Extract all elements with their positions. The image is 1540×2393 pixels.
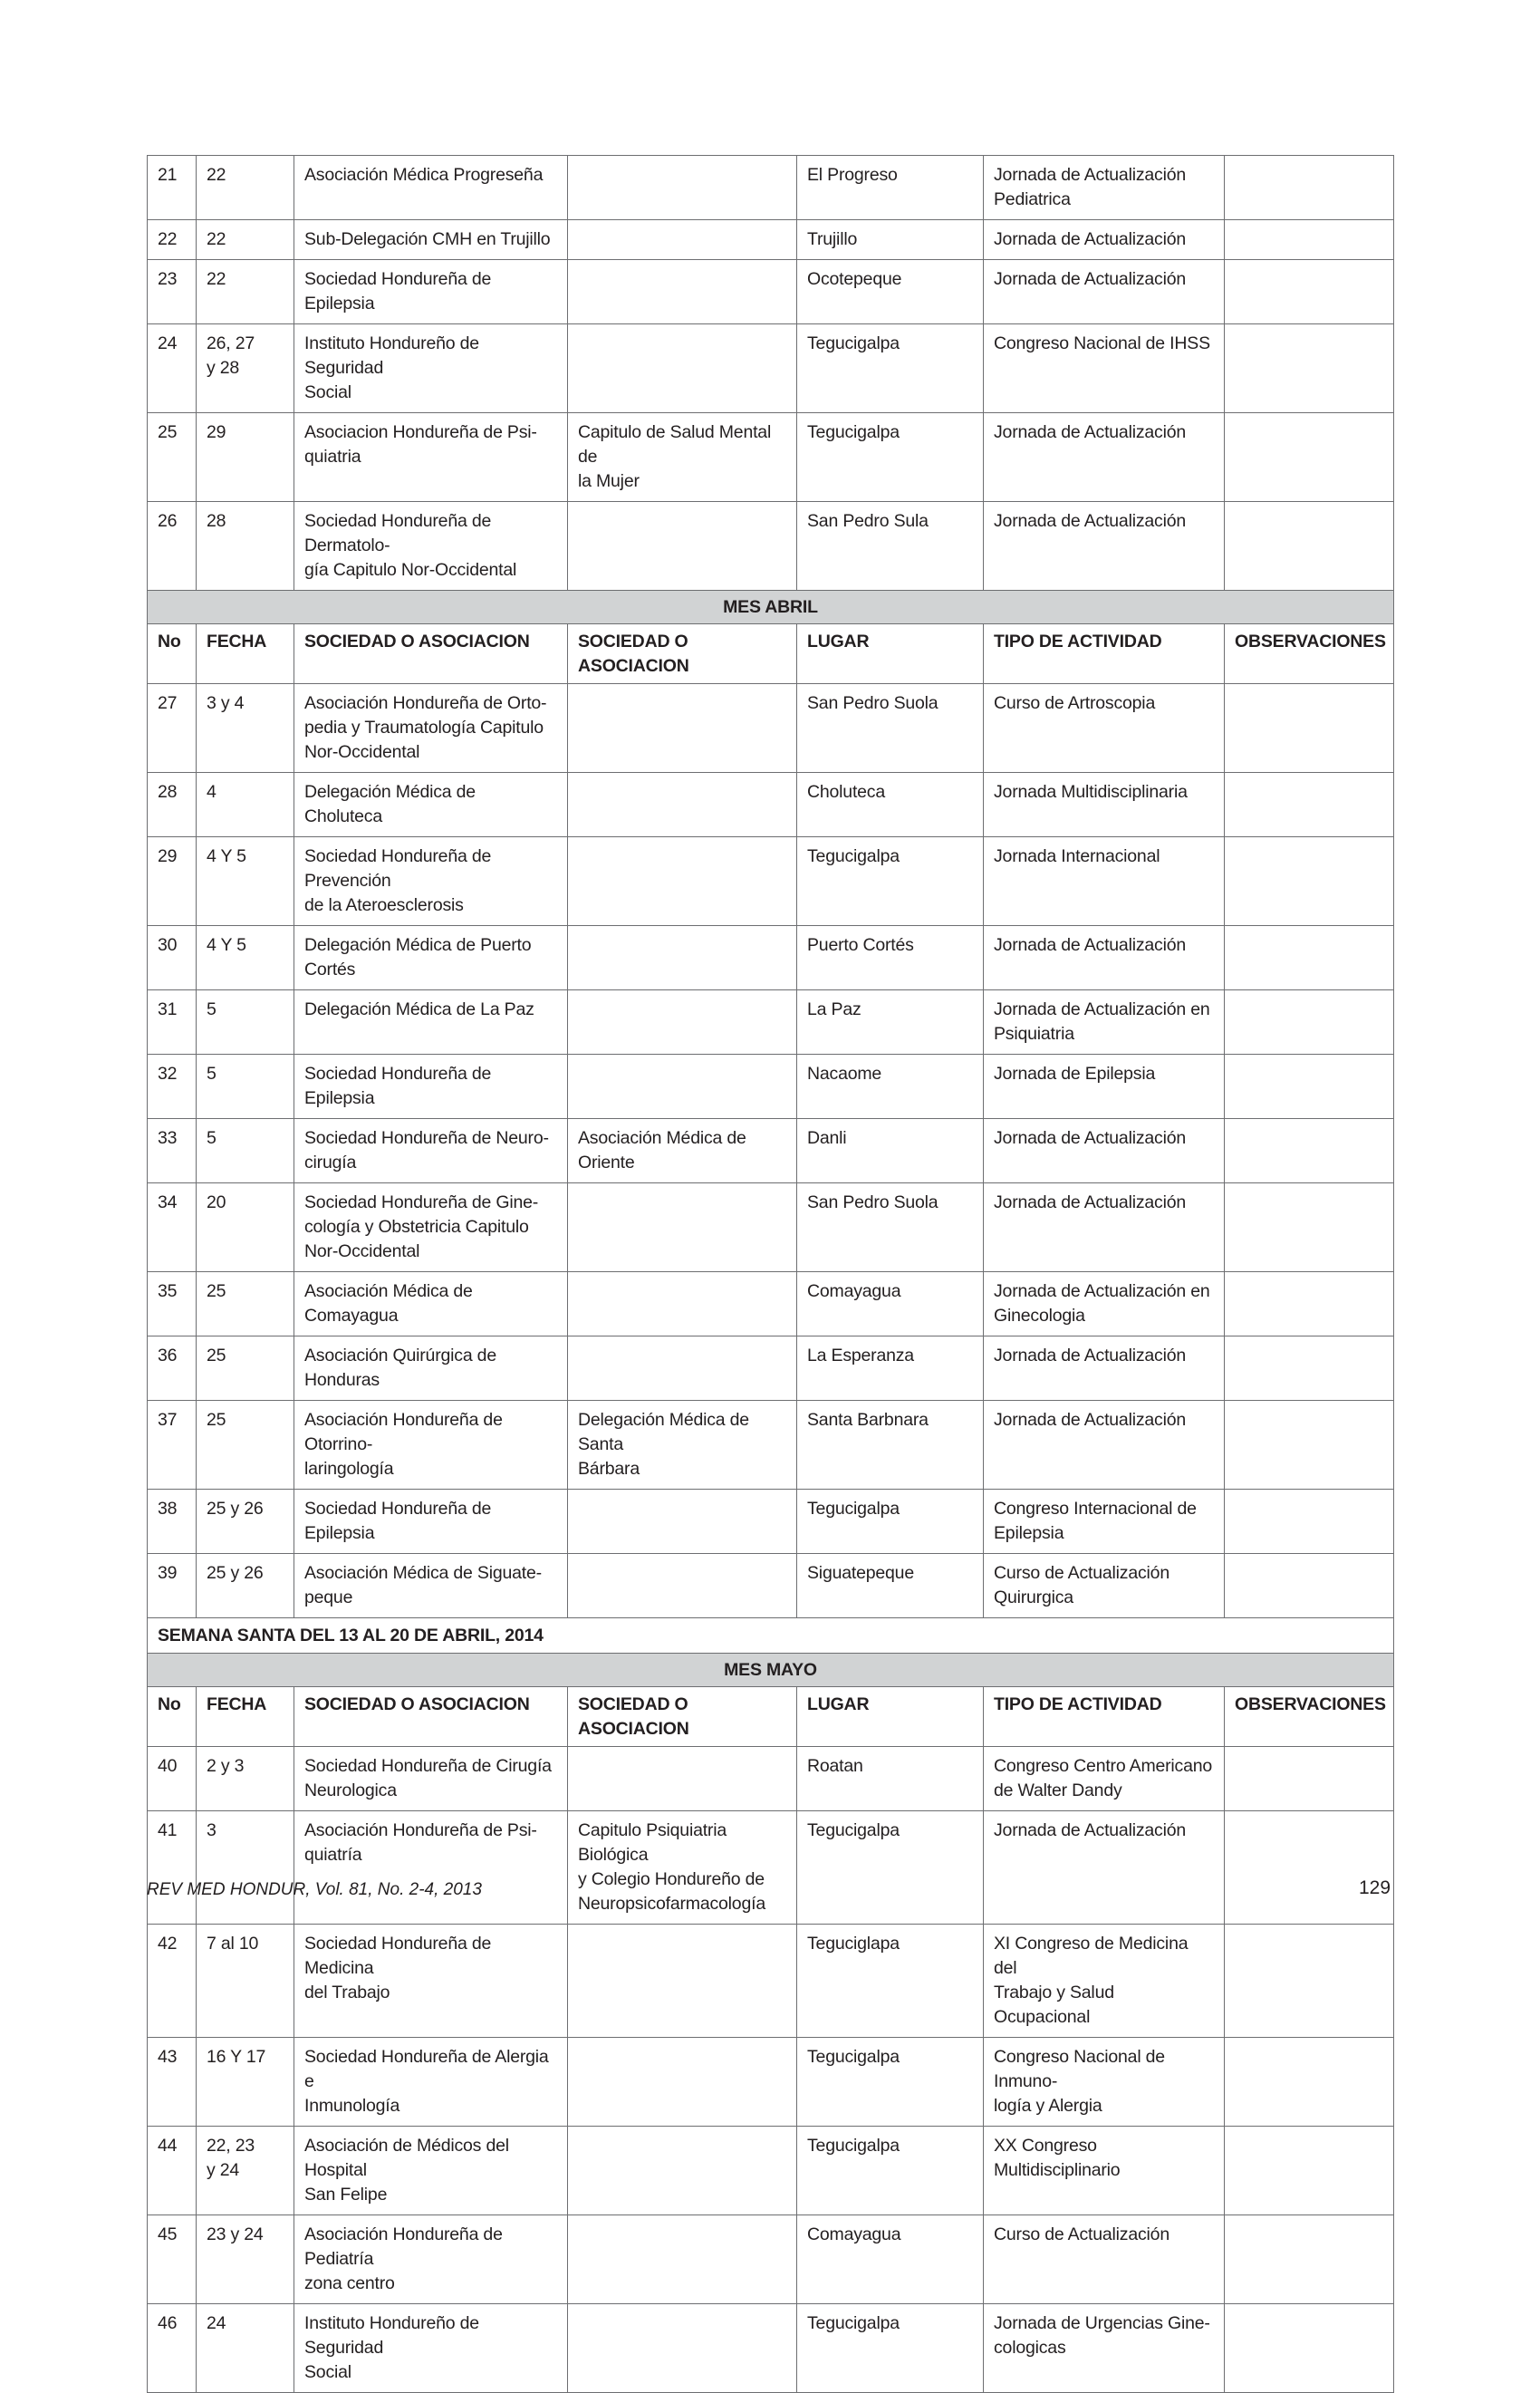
co-society-cell xyxy=(568,990,797,1055)
place-cell: Santa Barbnara xyxy=(797,1401,984,1490)
table-row xyxy=(148,2038,1394,2127)
observations-cell xyxy=(1225,1925,1394,2038)
column-header: No xyxy=(148,1687,197,1747)
observations-cell xyxy=(1225,2038,1394,2127)
column-header: LUGAR xyxy=(797,624,984,684)
society-cell: Sociedad Hondureña de Epilepsia xyxy=(294,1055,568,1119)
date-cell: 26, 27 y 28 xyxy=(197,324,294,413)
date-cell: 20 xyxy=(197,1183,294,1272)
co-society-cell: Capitulo Psiquiatria Biológica y Colegio Hondureño de Neuropsicofarmacología xyxy=(568,1811,797,1925)
place-cell: Tegucigalpa xyxy=(797,413,984,502)
society-cell: Sub-Delegación CMH en Trujillo xyxy=(294,220,568,260)
row-number-cell: 25 xyxy=(148,413,197,502)
activity-type-cell: Curso de Actualización Quirurgica xyxy=(984,1554,1225,1618)
co-society-cell xyxy=(568,1554,797,1618)
co-society-cell xyxy=(568,1925,797,2038)
semana-santa-note: SEMANA SANTA DEL 13 AL 20 DE ABRIL, 2014 xyxy=(148,1618,1394,1654)
society-cell: Instituto Hondureño de Seguridad Social xyxy=(294,2304,568,2393)
table-row xyxy=(148,2304,1394,2393)
observations-cell xyxy=(1225,1811,1394,1925)
row-number-cell: 28 xyxy=(148,773,197,837)
column-header: SOCIEDAD O ASOCIACION xyxy=(294,1687,568,1747)
activity-type-cell: Jornada de Actualización xyxy=(984,260,1225,324)
date-cell: 25 y 26 xyxy=(197,1554,294,1618)
table-row xyxy=(148,1554,1394,1618)
table-row xyxy=(148,773,1394,837)
column-header: No xyxy=(148,624,197,684)
activity-type-cell: Jornada de Actualización xyxy=(984,413,1225,502)
place-cell: Danli xyxy=(797,1119,984,1183)
society-cell: Asociacion Hondureña de Psi- quiatria xyxy=(294,413,568,502)
society-cell: Asociación Médica Progreseña xyxy=(294,156,568,220)
date-cell: 5 xyxy=(197,1119,294,1183)
date-cell: 24 xyxy=(197,2304,294,2393)
society-cell: Asociación Hondureña de Otorrino- laringología xyxy=(294,1401,568,1490)
place-cell: El Progreso xyxy=(797,156,984,220)
observations-cell xyxy=(1225,837,1394,926)
row-number-cell: 35 xyxy=(148,1272,197,1336)
society-cell: Asociación Quirúrgica de Honduras xyxy=(294,1336,568,1401)
row-number-cell: 43 xyxy=(148,2038,197,2127)
row-number-cell: 32 xyxy=(148,1055,197,1119)
semana-santa-note-row xyxy=(148,1618,1394,1654)
co-society-cell xyxy=(568,837,797,926)
date-cell: 3 y 4 xyxy=(197,684,294,773)
activity-type-cell: Jornada de Urgencias Gine- cologicas xyxy=(984,2304,1225,2393)
observations-cell xyxy=(1225,1183,1394,1272)
activity-type-cell: Jornada de Actualización xyxy=(984,1183,1225,1272)
schedule-body xyxy=(148,156,1394,2393)
table-row xyxy=(148,156,1394,220)
row-number-cell: 40 xyxy=(148,1747,197,1811)
table-row xyxy=(148,1490,1394,1554)
observations-cell xyxy=(1225,413,1394,502)
schedule-table xyxy=(147,155,1394,2393)
society-cell: Asociación de Médicos del Hospital San Felipe xyxy=(294,2127,568,2215)
place-cell: Nacaome xyxy=(797,1055,984,1119)
co-society-cell xyxy=(568,1055,797,1119)
co-society-cell xyxy=(568,2038,797,2127)
column-header: SOCIEDAD O ASOCIACION xyxy=(568,1687,797,1747)
table-row xyxy=(148,1183,1394,1272)
row-number-cell: 45 xyxy=(148,2215,197,2304)
co-society-cell xyxy=(568,773,797,837)
activity-type-cell: Curso de Actualización xyxy=(984,2215,1225,2304)
observations-cell xyxy=(1225,1490,1394,1554)
page-number: 129 xyxy=(1359,1877,1391,1898)
observations-cell xyxy=(1225,2127,1394,2215)
place-cell: Ocotepeque xyxy=(797,260,984,324)
place-cell: San Pedro Suola xyxy=(797,1183,984,1272)
activity-type-cell: Jornada de Actualización xyxy=(984,1401,1225,1490)
table-row xyxy=(148,1336,1394,1401)
co-society-cell xyxy=(568,684,797,773)
society-cell: Asociación Médica de Siguate- peque xyxy=(294,1554,568,1618)
row-number-cell: 33 xyxy=(148,1119,197,1183)
society-cell: Sociedad Hondureña de Neuro- cirugía xyxy=(294,1119,568,1183)
column-header: SOCIEDAD O ASOCIACION xyxy=(568,624,797,684)
observations-cell xyxy=(1225,1119,1394,1183)
column-header-row xyxy=(148,624,1394,684)
table-row xyxy=(148,990,1394,1055)
date-cell: 23 y 24 xyxy=(197,2215,294,2304)
co-society-cell: Asociación Médica de Oriente xyxy=(568,1119,797,1183)
co-society-cell xyxy=(568,324,797,413)
date-cell: 25 xyxy=(197,1401,294,1490)
column-header: OBSERVACIONES xyxy=(1225,1687,1394,1747)
place-cell: San Pedro Sula xyxy=(797,502,984,591)
row-number-cell: 30 xyxy=(148,926,197,990)
date-cell: 3 xyxy=(197,1811,294,1925)
table-row xyxy=(148,260,1394,324)
row-number-cell: 22 xyxy=(148,220,197,260)
place-cell: Tegucigalpa xyxy=(797,324,984,413)
table-row xyxy=(148,502,1394,591)
row-number-cell: 42 xyxy=(148,1925,197,2038)
observations-cell xyxy=(1225,1336,1394,1401)
observations-cell xyxy=(1225,990,1394,1055)
row-number-cell: 34 xyxy=(148,1183,197,1272)
society-cell: Instituto Hondureño de Seguridad Social xyxy=(294,324,568,413)
place-cell: Choluteca xyxy=(797,773,984,837)
place-cell: La Esperanza xyxy=(797,1336,984,1401)
column-header: TIPO DE ACTIVIDAD xyxy=(984,1687,1225,1747)
observations-cell xyxy=(1225,324,1394,413)
row-number-cell: 46 xyxy=(148,2304,197,2393)
activity-type-cell: Jornada de Actualización en Psiquiatria xyxy=(984,990,1225,1055)
co-society-cell xyxy=(568,156,797,220)
society-cell: Asociación Hondureña de Psi- quiatría xyxy=(294,1811,568,1925)
date-cell: 4 xyxy=(197,773,294,837)
date-cell: 29 xyxy=(197,413,294,502)
society-cell: Sociedad Hondureña de Dermatolo- gía Capitulo Nor-Occidental xyxy=(294,502,568,591)
date-cell: 25 xyxy=(197,1336,294,1401)
table-row xyxy=(148,1401,1394,1490)
table-row xyxy=(148,837,1394,926)
society-cell: Delegación Médica de Puerto Cortés xyxy=(294,926,568,990)
co-society-cell xyxy=(568,220,797,260)
table-row xyxy=(148,2215,1394,2304)
activity-type-cell: XI Congreso de Medicina del Trabajo y Salud Ocupacional xyxy=(984,1925,1225,2038)
society-cell: Asociación Médica de Comayagua xyxy=(294,1272,568,1336)
co-society-cell xyxy=(568,260,797,324)
table-row xyxy=(148,1272,1394,1336)
date-cell: 5 xyxy=(197,1055,294,1119)
month-banner-abril-row xyxy=(148,591,1394,624)
observations-cell xyxy=(1225,684,1394,773)
place-cell: Siguatepeque xyxy=(797,1554,984,1618)
observations-cell xyxy=(1225,773,1394,837)
activity-type-cell: Jornada de Actualización xyxy=(984,1336,1225,1401)
table-row xyxy=(148,220,1394,260)
place-cell: Trujillo xyxy=(797,220,984,260)
table-row xyxy=(148,926,1394,990)
activity-type-cell: Jornada de Actualización xyxy=(984,926,1225,990)
observations-cell xyxy=(1225,1055,1394,1119)
observations-cell xyxy=(1225,2215,1394,2304)
date-cell: 4 Y 5 xyxy=(197,926,294,990)
column-header: LUGAR xyxy=(797,1687,984,1747)
table-row xyxy=(148,1055,1394,1119)
place-cell: Tegucigalpa xyxy=(797,1811,984,1925)
row-number-cell: 39 xyxy=(148,1554,197,1618)
activity-type-cell: Jornada de Actualización xyxy=(984,502,1225,591)
place-cell: Tegucigalpa xyxy=(797,2304,984,2393)
society-cell: Sociedad Hondureña de Cirugía Neurologica xyxy=(294,1747,568,1811)
date-cell: 25 y 26 xyxy=(197,1490,294,1554)
date-cell: 22 xyxy=(197,156,294,220)
society-cell: Delegación Médica de Choluteca xyxy=(294,773,568,837)
place-cell: Comayagua xyxy=(797,2215,984,2304)
place-cell: Comayagua xyxy=(797,1272,984,1336)
row-number-cell: 26 xyxy=(148,502,197,591)
row-number-cell: 41 xyxy=(148,1811,197,1925)
observations-cell xyxy=(1225,1401,1394,1490)
journal-citation: REV MED HONDUR, Vol. 81, No. 2-4, 2013 xyxy=(147,1880,482,1899)
date-cell: 16 Y 17 xyxy=(197,2038,294,2127)
co-society-cell: Delegación Médica de Santa Bárbara xyxy=(568,1401,797,1490)
date-cell: 25 xyxy=(197,1272,294,1336)
co-society-cell xyxy=(568,1336,797,1401)
month-banner-mayo-row xyxy=(148,1654,1394,1687)
column-header: FECHA xyxy=(197,1687,294,1747)
observations-cell xyxy=(1225,2304,1394,2393)
co-society-cell xyxy=(568,2215,797,2304)
society-cell: Sociedad Hondureña de Epilepsia xyxy=(294,1490,568,1554)
place-cell: Tegucigalpa xyxy=(797,837,984,926)
observations-cell xyxy=(1225,1747,1394,1811)
place-cell: La Paz xyxy=(797,990,984,1055)
table-row xyxy=(148,2127,1394,2215)
column-header-row xyxy=(148,1687,1394,1747)
co-society-cell xyxy=(568,926,797,990)
observations-cell xyxy=(1225,156,1394,220)
co-society-cell xyxy=(568,502,797,591)
row-number-cell: 36 xyxy=(148,1336,197,1401)
observations-cell xyxy=(1225,502,1394,591)
activity-type-cell: Jornada Internacional xyxy=(984,837,1225,926)
observations-cell xyxy=(1225,1554,1394,1618)
row-number-cell: 29 xyxy=(148,837,197,926)
co-society-cell: Capitulo de Salud Mental de la Mujer xyxy=(568,413,797,502)
place-cell: Roatan xyxy=(797,1747,984,1811)
activity-type-cell: Jornada de Actualización Pediatrica xyxy=(984,156,1225,220)
place-cell: Tegucigalpa xyxy=(797,2127,984,2215)
society-cell: Sociedad Hondureña de Alergia e Inmunología xyxy=(294,2038,568,2127)
co-society-cell xyxy=(568,1490,797,1554)
table-row xyxy=(148,1119,1394,1183)
place-cell: Puerto Cortés xyxy=(797,926,984,990)
activity-type-cell: Congreso Nacional de Inmuno- logía y Alergia xyxy=(984,2038,1225,2127)
date-cell: 22 xyxy=(197,260,294,324)
activity-type-cell: Curso de Artroscopia xyxy=(984,684,1225,773)
column-header: FECHA xyxy=(197,624,294,684)
table-row xyxy=(148,1747,1394,1811)
observations-cell xyxy=(1225,926,1394,990)
society-cell: Sociedad Hondureña de Gine- cología y Obstetricia Capitulo Nor-Occidental xyxy=(294,1183,568,1272)
date-cell: 22, 23 y 24 xyxy=(197,2127,294,2215)
place-cell: Tegucigalpa xyxy=(797,2038,984,2127)
row-number-cell: 23 xyxy=(148,260,197,324)
activity-type-cell: Jornada de Actualización en Ginecologia xyxy=(984,1272,1225,1336)
activity-type-cell: Congreso Centro Americano de Walter Dandy xyxy=(984,1747,1225,1811)
co-society-cell xyxy=(568,1747,797,1811)
activity-type-cell: Jornada de Actualización xyxy=(984,1811,1225,1925)
date-cell: 5 xyxy=(197,990,294,1055)
observations-cell xyxy=(1225,1272,1394,1336)
row-number-cell: 31 xyxy=(148,990,197,1055)
row-number-cell: 38 xyxy=(148,1490,197,1554)
row-number-cell: 44 xyxy=(148,2127,197,2215)
month-banner-abril: MES ABRIL xyxy=(148,591,1394,624)
place-cell: Tegucigalpa xyxy=(797,1490,984,1554)
society-cell: Sociedad Hondureña de Medicina del Trabajo xyxy=(294,1925,568,2038)
activity-type-cell: Jornada Multidisciplinaria xyxy=(984,773,1225,837)
column-header: SOCIEDAD O ASOCIACION xyxy=(294,624,568,684)
table-row xyxy=(148,324,1394,413)
table-row xyxy=(148,684,1394,773)
row-number-cell: 21 xyxy=(148,156,197,220)
activity-type-cell: Jornada de Actualización xyxy=(984,220,1225,260)
table-row xyxy=(148,413,1394,502)
activity-type-cell: Jornada de Epilepsia xyxy=(984,1055,1225,1119)
observations-cell xyxy=(1225,260,1394,324)
table-row xyxy=(148,1925,1394,2038)
observations-cell xyxy=(1225,220,1394,260)
society-cell: Asociación Hondureña de Pediatría zona centro xyxy=(294,2215,568,2304)
place-cell: Teguciglapa xyxy=(797,1925,984,2038)
co-society-cell xyxy=(568,2127,797,2215)
society-cell: Sociedad Hondureña de Epilepsia xyxy=(294,260,568,324)
date-cell: 4 Y 5 xyxy=(197,837,294,926)
date-cell: 28 xyxy=(197,502,294,591)
date-cell: 7 al 10 xyxy=(197,1925,294,2038)
society-cell: Delegación Médica de La Paz xyxy=(294,990,568,1055)
activity-type-cell: Congreso Nacional de IHSS xyxy=(984,324,1225,413)
activity-type-cell: Congreso Internacional de Epilepsia xyxy=(984,1490,1225,1554)
column-header: OBSERVACIONES xyxy=(1225,624,1394,684)
table-row xyxy=(148,1811,1394,1925)
column-header: TIPO DE ACTIVIDAD xyxy=(984,624,1225,684)
place-cell: San Pedro Suola xyxy=(797,684,984,773)
row-number-cell: 24 xyxy=(148,324,197,413)
co-society-cell xyxy=(568,1183,797,1272)
society-cell: Sociedad Hondureña de Prevención de la Ateroesclerosis xyxy=(294,837,568,926)
date-cell: 22 xyxy=(197,220,294,260)
date-cell: 2 y 3 xyxy=(197,1747,294,1811)
society-cell: Asociación Hondureña de Orto- pedia y Traumatología Capitulo Nor-Occidental xyxy=(294,684,568,773)
activity-type-cell: Jornada de Actualización xyxy=(984,1119,1225,1183)
activity-type-cell: XX Congreso Multidisciplinario xyxy=(984,2127,1225,2215)
row-number-cell: 27 xyxy=(148,684,197,773)
row-number-cell: 37 xyxy=(148,1401,197,1490)
month-banner-mayo: MES MAYO xyxy=(148,1654,1394,1687)
co-society-cell xyxy=(568,2304,797,2393)
co-society-cell xyxy=(568,1272,797,1336)
